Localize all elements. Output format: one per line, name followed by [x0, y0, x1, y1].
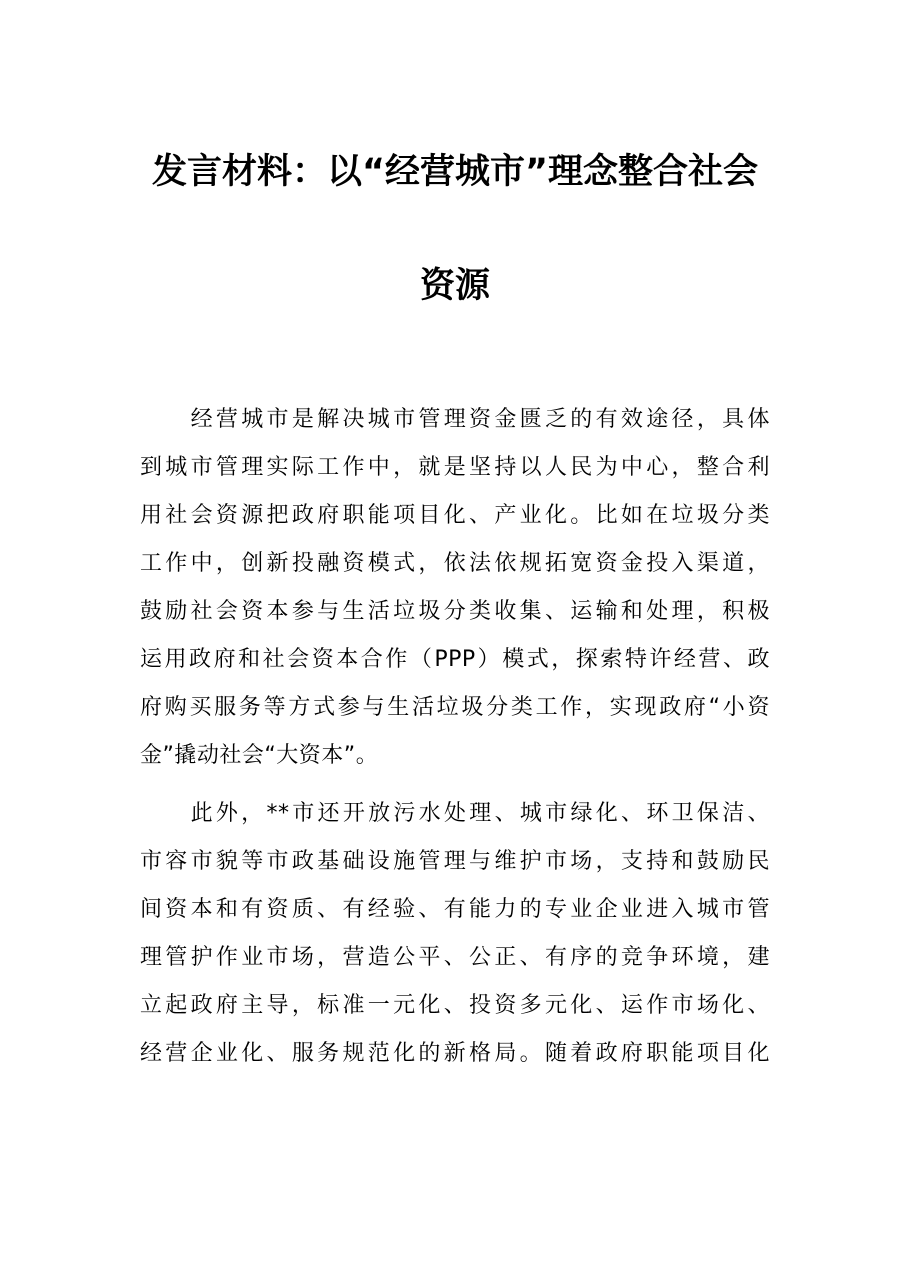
paragraph-line: 市容市貌等市政基础设施管理与维护市场，支持和鼓励民: [140, 849, 770, 874]
paragraph-line: 理管护作业市场，营造公平、公正、有序的竞争环境，建: [140, 945, 770, 970]
paragraph-line: 用社会资源把政府职能项目化、产业化。比如在垃圾分类: [140, 503, 770, 528]
paragraph-line: 运用政府和社会资本合作（PPP）模式，探索特许经营、政: [140, 647, 770, 672]
paragraph-line: 经营城市是解决城市管理资金匮乏的有效途径，具体: [140, 407, 770, 432]
document-title-line-1: 发言材料：以“经营城市”理念整合社会: [151, 152, 758, 192]
paragraph-line: 立起政府主导，标准一元化、投资多元化、运作市场化、: [140, 993, 770, 1018]
paragraph-2: [140, 790, 770, 1078]
paragraph-line: 此外，**市还开放污水处理、城市绿化、环卫保洁、: [140, 801, 770, 826]
paragraph-line: 工作中，创新投融资模式，依法依规拓宽资金投入渠道，: [140, 551, 770, 576]
document-title-line-2: 资源: [419, 266, 490, 306]
paragraph-line: 金”撬动社会“大资本”。: [140, 743, 379, 768]
paragraph-line: 间资本和有资质、有经验、有能力的专业企业进入城市管: [140, 897, 770, 922]
paragraph-line: 府购买服务等方式参与生活垃圾分类工作，实现政府“小资: [140, 695, 770, 720]
paragraph-line: 鼓励社会资本参与生活垃圾分类收集、运输和处理，积极: [140, 599, 770, 624]
paragraph-1: [140, 396, 770, 780]
paragraph-line: 经营企业化、服务规范化的新格局。随着政府职能项目化: [140, 1041, 770, 1066]
paragraph-line: 到城市管理实际工作中，就是坚持以人民为中心，整合利: [140, 455, 770, 480]
